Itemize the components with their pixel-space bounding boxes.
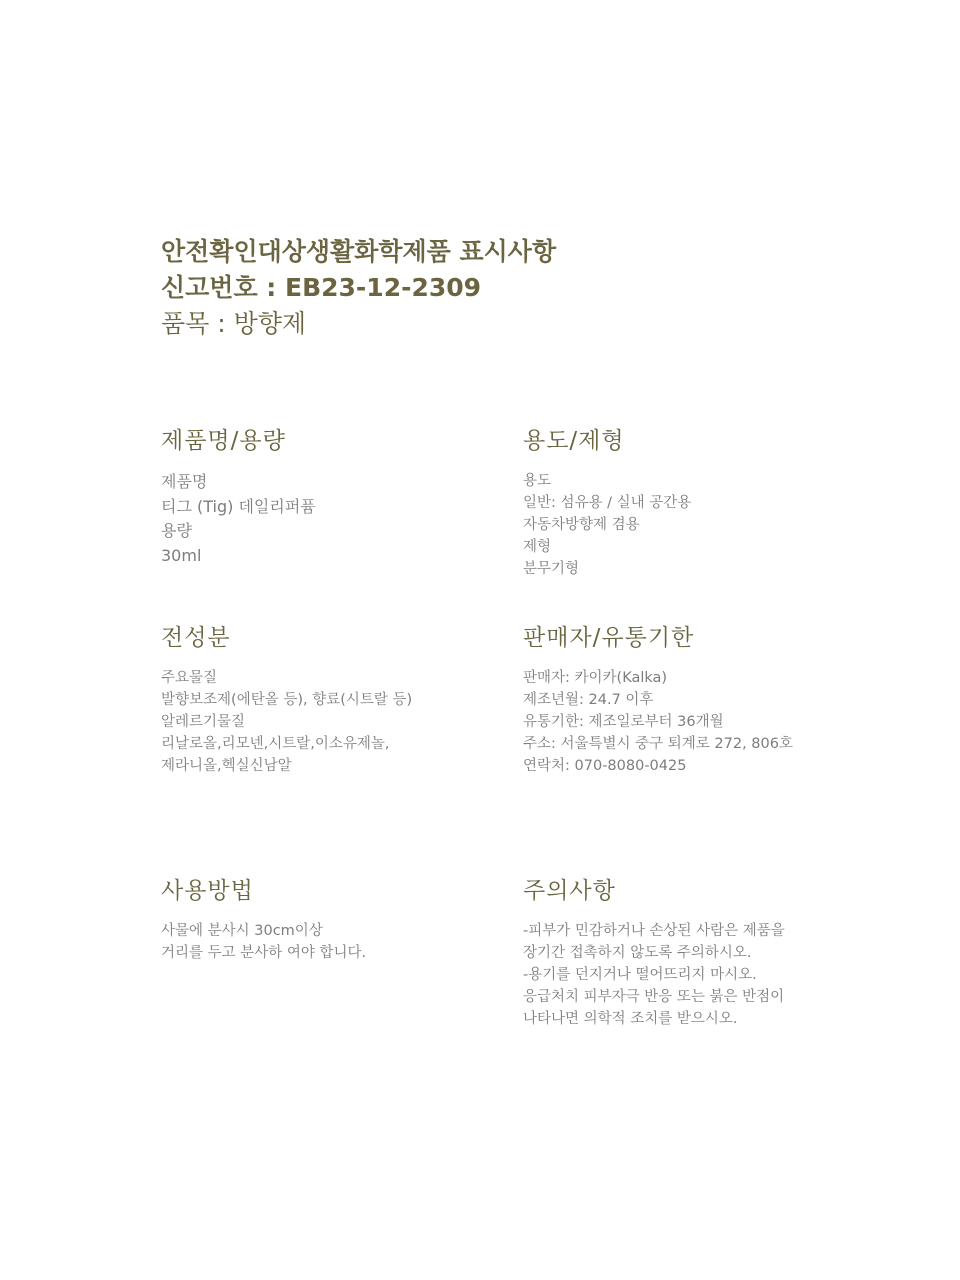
section-line: 주소: 서울특별시 중구 퇴계로 272, 806호	[523, 736, 793, 752]
section-line: -용기를 던지거나 떨어뜨리지 마시오.	[523, 967, 757, 983]
section-title: 용도/제형	[523, 428, 625, 454]
section-line: 거리를 두고 분사하 여야 합니다.	[161, 945, 367, 961]
section-title: 전성분	[161, 625, 231, 651]
section-title: 제품명/용량	[161, 428, 286, 454]
section-line: 30ml	[161, 545, 202, 565]
section-line: 제형	[523, 539, 552, 555]
section-line: 판매자: 카이카(Kalka)	[523, 670, 668, 686]
section-line: 제조년월: 24.7 이후	[523, 692, 654, 708]
section-line: 유통기한: 제조일로부터 36개월	[523, 714, 724, 730]
section-line: 장기간 접촉하지 않도록 주의하시오.	[523, 945, 752, 961]
section-line: 알레르기물질	[161, 714, 246, 730]
section-line: 발향보조제(에탄올 등), 향료(시트랄 등)	[161, 692, 413, 708]
label-title: 안전확인대상생활화학제품 표시사항	[161, 237, 557, 266]
section-ingredients	[161, 623, 481, 777]
section-line: 용도	[523, 473, 552, 489]
section-line: 자동차방향제 겸용	[523, 517, 640, 533]
report-number: 신고번호 : EB23-12-2309	[161, 273, 482, 302]
section-line: 리날로올,리모넨,시트랄,이소유제놀,	[161, 736, 390, 752]
section-line: 티그 (Tig) 데일리퍼퓸	[161, 496, 316, 516]
section-title: 판매자/유통기한	[523, 625, 695, 651]
section-line: 제라니올,헥실신남알	[161, 758, 292, 774]
item-category: 품목 : 방향제	[161, 309, 307, 338]
section-seller	[523, 623, 843, 777]
section-line: 제품명	[161, 472, 208, 491]
section-line: 응급처치 피부자극 반응 또는 붉은 반점이	[523, 989, 785, 1005]
section-usage	[523, 426, 843, 580]
section-line: 분무기형	[523, 561, 580, 577]
label-header	[161, 234, 861, 342]
section-line: 사물에 분사시 30cm이상	[161, 923, 323, 939]
section-line: 연락처: 070-8080-0425	[523, 758, 687, 774]
section-line: 일반: 섬유용 / 실내 공간용	[523, 495, 692, 511]
section-product	[161, 426, 481, 568]
section-title: 사용방법	[161, 878, 254, 904]
section-line: 주요물질	[161, 670, 218, 686]
section-howto	[161, 876, 481, 964]
section-line: -피부가 민감하거나 손상된 사람은 제품을	[523, 923, 785, 939]
section-line: 나타나면 의학적 조치를 받으시오.	[523, 1011, 738, 1027]
section-caution	[523, 876, 843, 1030]
section-title: 주의사항	[523, 878, 616, 904]
section-line: 용량	[161, 521, 192, 540]
